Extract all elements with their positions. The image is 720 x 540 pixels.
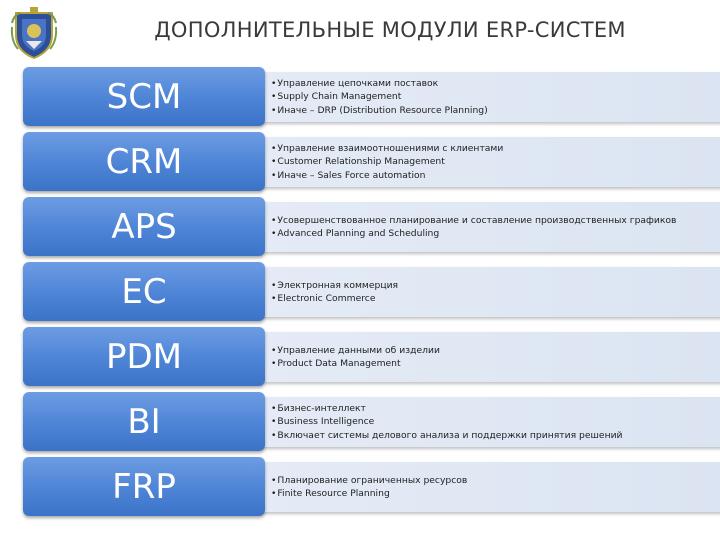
- module-description: [257, 267, 720, 317]
- module-code: PDM: [23, 327, 265, 386]
- description-bullet: • Иначе – DRP (Distribution Resource Planning): [271, 104, 720, 118]
- module-row: [23, 197, 703, 256]
- module-description: [257, 137, 720, 187]
- module-row: [23, 457, 703, 516]
- module-description: [257, 462, 720, 512]
- page-title: ДОПОЛНИТЕЛЬНЫЕ МОДУЛИ ERP-СИСТЕМ: [154, 18, 626, 42]
- description-bullet: • Управление данными об изделии: [271, 344, 720, 358]
- module-row: [23, 327, 703, 386]
- modules-list: [23, 67, 703, 516]
- description-bullet: • Электронная коммерция: [271, 279, 720, 293]
- module-code: APS: [23, 197, 265, 256]
- module-code: BI: [23, 392, 265, 451]
- module-row: [23, 132, 703, 191]
- module-row: [23, 262, 703, 321]
- module-row: [23, 392, 703, 451]
- module-row: [23, 67, 703, 126]
- module-code: EC: [23, 262, 265, 321]
- description-bullet: • Планирование ограниченных ресурсов: [271, 474, 720, 488]
- description-bullet: • Бизнес-интеллект: [271, 402, 720, 416]
- university-crest-icon: [8, 5, 60, 61]
- module-code: CRM: [23, 132, 265, 191]
- module-code: SCM: [23, 67, 265, 126]
- module-description: [257, 332, 720, 382]
- module-code: FRP: [23, 457, 265, 516]
- module-description: [257, 397, 720, 447]
- description-bullet: • Иначе – Sales Force automation: [271, 169, 720, 183]
- description-bullet: • Supply Chain Management: [271, 90, 720, 104]
- module-description: [257, 202, 720, 252]
- description-bullet: • Advanced Planning and Scheduling: [271, 227, 720, 241]
- description-bullet: • Customer Relationship Management: [271, 155, 720, 169]
- description-bullet: • Business Intelligence: [271, 415, 720, 429]
- description-bullet: • Product Data Management: [271, 357, 720, 371]
- description-bullet: • Finite Resource Planning: [271, 487, 720, 501]
- description-bullet: • Усовершенствованное планирование и составление производственных графиков: [271, 214, 720, 228]
- description-bullet: • Управление цепочками поставок: [271, 77, 720, 91]
- description-bullet: • Управление взаимоотношениями с клиентами: [271, 142, 720, 156]
- description-bullet: • Включает системы делового анализа и поддержки принятия решений: [271, 429, 720, 443]
- module-description: [257, 72, 720, 122]
- description-bullet: • Electronic Commerce: [271, 292, 720, 306]
